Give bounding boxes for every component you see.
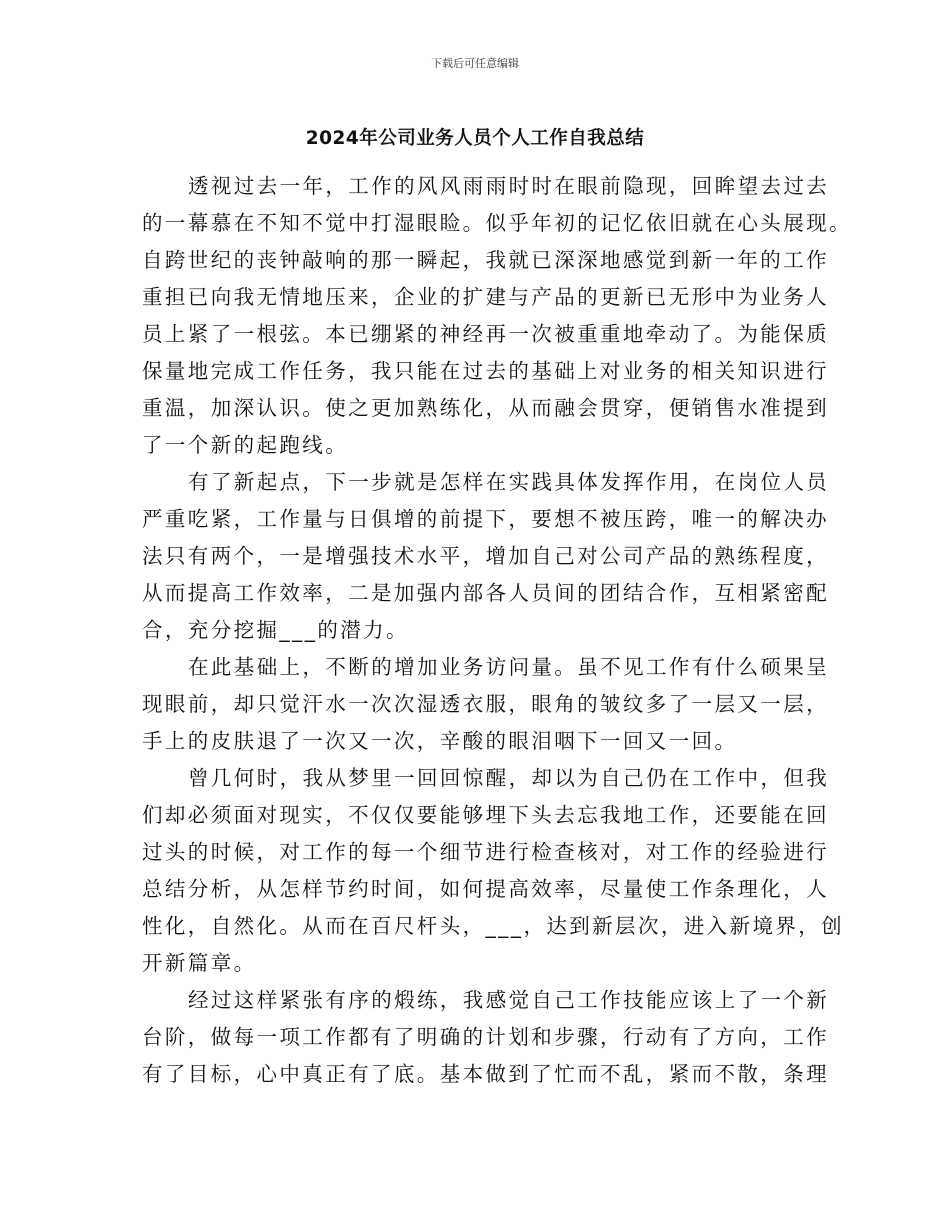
paragraph-line: 曾几何时，我从梦里一回回惊醒，却以为自己仍在工作中，但我 [188, 766, 830, 790]
paragraph-line: 合，充分挖掘___的潜力。 [142, 618, 409, 642]
paragraph-2 [142, 464, 830, 649]
paragraph-line: 从而提高工作效率，二是加强内部各人员间的团结合作，互相紧密配 [142, 581, 829, 605]
paragraph-line: 有了目标，心中真正有了底。基本做到了忙而不乱，紧而不散，条理 [142, 1062, 829, 1086]
paragraph-line: 员上紧了一根弦。本已绷紧的神经再一次被重重地牵动了。为能保质 [142, 322, 829, 346]
paragraph-line: 透视过去一年，工作的风风雨雨时时在眼前隐现，回眸望去过去 [188, 174, 830, 198]
paragraph-line: 经过这样紧张有序的煅练，我感觉自己工作技能应该上了一个新 [188, 988, 830, 1012]
paragraph-4 [142, 760, 845, 982]
paragraph-line: 严重吃紧，工作量与日俱增的前提下，要想不被压跨，唯一的解决办 [142, 507, 829, 531]
paragraph-line: 有了新起点，下一步就是怎样在实践具体发挥作用，在岗位人员 [188, 470, 830, 494]
paragraph-line: 重担已向我无情地压来，企业的扩建与产品的更新已无形中为业务人 [142, 285, 829, 309]
document-body [142, 168, 852, 1093]
paragraph-line: 现眼前，却只觉汗水一次次湿透衣服，眼角的皱纹多了一层又一层， [142, 692, 829, 716]
paragraph-line: 过头的时候，对工作的每一个细节进行检查核对，对工作的经验进行 [142, 840, 829, 864]
paragraph-line: 法只有两个，一是增强技术水平，增加自己对公司产品的熟练程度， [142, 544, 829, 568]
paragraph-line: 总结分析，从怎样节约时间，如何提高效率，尽量使工作条理化，人 [142, 877, 829, 901]
paragraph-1 [142, 168, 852, 464]
page-header-note: 下载后可任意编辑 [431, 57, 519, 70]
paragraph-line: 的一幕慕在不知不觉中打湿眼睑。似乎年初的记忆依旧就在心头展现。 [142, 211, 852, 235]
paragraph-line: 自跨世纪的丧钟敲响的那一瞬起，我就已深深地感觉到新一年的工作 [142, 248, 829, 272]
paragraph-line: 手上的皮肤退了一次又一次，辛酸的眼泪咽下一回又一回。 [142, 729, 738, 753]
document-title: 2024年公司业务人员个人工作自我总结 [305, 128, 645, 149]
paragraph-line: 保量地完成工作任务，我只能在过去的基础上对业务的相关知识进行 [142, 359, 829, 383]
paragraph-line: 重温，加深认识。使之更加熟练化，从而融会贯穿，便销售水准提到 [142, 396, 829, 420]
paragraph-3 [142, 649, 830, 760]
paragraph-5 [142, 982, 830, 1093]
paragraph-line: 们却必须面对现实，不仅仅要能够埋下头去忘我地工作，还要能在回 [142, 803, 829, 827]
paragraph-line: 在此基础上，不断的增加业务访问量。虽不见工作有什么硕果呈 [188, 655, 830, 679]
paragraph-line: 开新篇章。 [142, 951, 257, 975]
paragraph-line: 台阶，做每一项工作都有了明确的计划和步骤，行动有了方向，工作 [142, 1025, 829, 1049]
paragraph-line: 了一个新的起跑线。 [142, 433, 349, 457]
paragraph-line: 性化，自然化。从而在百尺杆头，___，达到新层次，进入新境界，创 [142, 914, 845, 938]
